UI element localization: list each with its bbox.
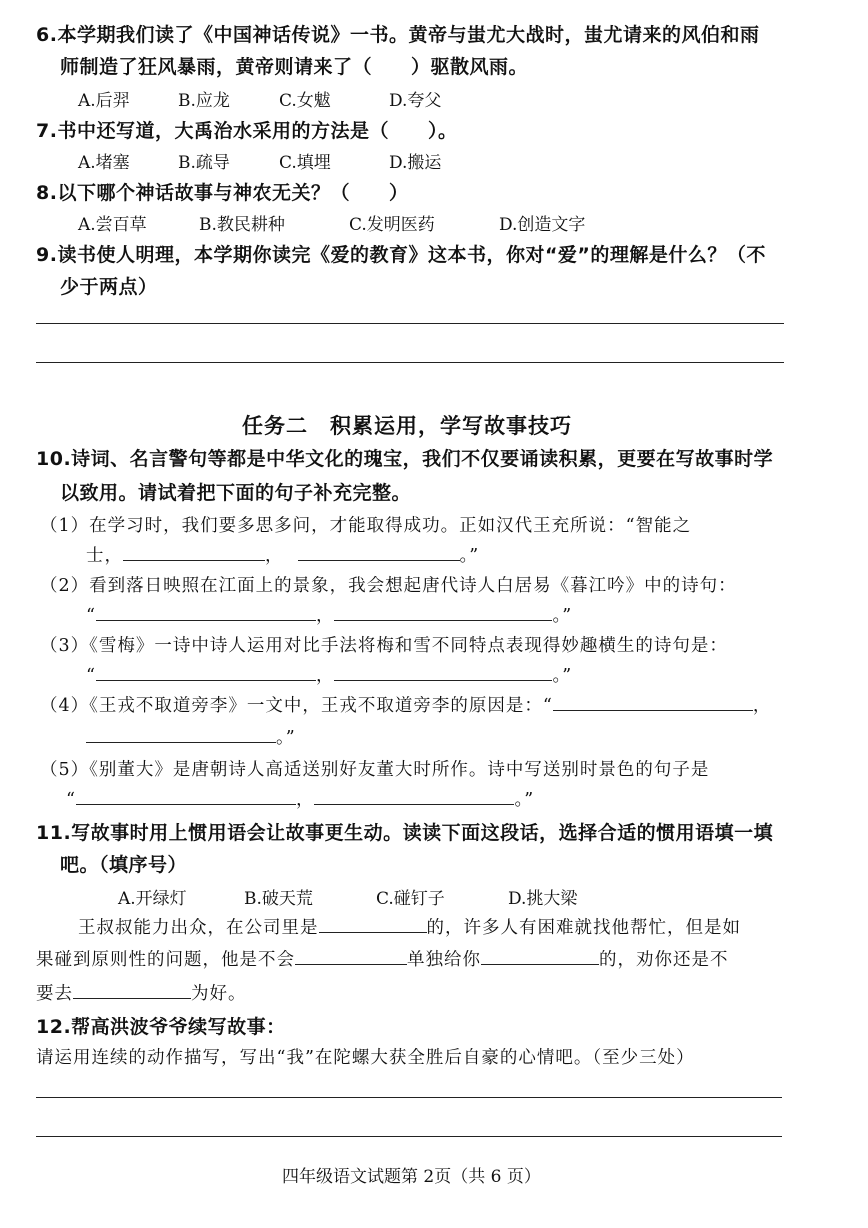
option-a: A.尝百草: [78, 215, 147, 235]
option-b: B.教民耕种: [199, 215, 285, 235]
answer-blank-3[interactable]: [96, 602, 316, 621]
option-d: D.挑大梁: [508, 889, 578, 909]
option-c: C.填埋: [279, 153, 331, 173]
section-2-heading: 任务二 积累运用，学写故事技巧: [242, 414, 572, 438]
q11-text-2: 的，许多人有困难就找他帮忙，但是如: [426, 918, 741, 938]
question-11-options: [118, 884, 577, 909]
q10-sub4-line-2: [86, 724, 296, 749]
option-d: D.搬运: [389, 153, 442, 173]
answer-blank-6[interactable]: [334, 662, 552, 681]
q11-text-7: 为好。: [191, 984, 247, 1004]
q10-sub2-line-2: [86, 602, 572, 627]
sub1-comma: ，: [265, 546, 284, 566]
option-b: B.应龙: [178, 91, 230, 111]
sub5-close: 。”: [514, 790, 535, 810]
sub1-prefix: 士，: [86, 546, 123, 566]
q10-sub4-line-1: [40, 692, 771, 717]
option-a: A.堵塞: [78, 153, 130, 173]
question-6-line-1: 6.本学期我们读了《中国神话传说》一书。黄帝与蚩尤大战时，蚩尤请来的风伯和雨: [36, 24, 760, 46]
answer-blank-12[interactable]: [295, 946, 407, 965]
answer-line-q9-2[interactable]: [36, 362, 784, 363]
q11-text-3: 果碰到原则性的问题，他是不会: [36, 950, 295, 970]
option-a: A.开绿灯: [118, 889, 187, 909]
answer-blank-11[interactable]: [319, 914, 427, 933]
option-c: C.碰钉子: [376, 889, 445, 909]
answer-blank-10[interactable]: [314, 786, 514, 805]
option-c: C.女魃: [279, 91, 331, 111]
question-6-line-2: 师制造了狂风暴雨，黄帝则请来了（ ）驱散风雨。: [60, 56, 529, 78]
sub4-close: 。”: [276, 728, 296, 748]
q11-text-6: 要去: [36, 984, 73, 1004]
sub3-close: 。”: [552, 666, 573, 686]
q11-paragraph-line-2: [36, 946, 729, 971]
answer-line-q12-2[interactable]: [36, 1136, 782, 1137]
question-8-options: [78, 210, 585, 235]
q11-text-4: 单独给你: [407, 950, 481, 970]
question-12-line-2: 请运用连续的动作描写，写出“我”在陀螺大获全胜后自豪的心情吧。（至少三处）: [36, 1048, 695, 1068]
q10-sub3-line-1: （3）《雪梅》一诗中诗人运用对比手法将梅和雪不同特点表现得妙趣横生的诗句是：: [40, 636, 728, 656]
q10-sub3-line-2: [86, 662, 572, 687]
answer-line-q12-1[interactable]: [36, 1097, 782, 1098]
sub1-close: 。”: [459, 546, 480, 566]
answer-blank-2[interactable]: [298, 542, 460, 561]
answer-blank-14[interactable]: [73, 980, 191, 999]
sub5-open: “: [66, 790, 76, 810]
sub3-comma: ，: [315, 666, 335, 686]
answer-blank-5[interactable]: [96, 662, 316, 681]
question-10-line-1: 10.诗词、名言警句等都是中华文化的瑰宝，我们不仅要诵读积累，更要在写故事时学: [36, 448, 774, 470]
sub2-comma: ，: [315, 606, 335, 626]
question-11-line-1: 11.写故事时用上惯用语会让故事更生动。读读下面这段话，选择合适的惯用语填一填: [36, 822, 774, 844]
option-d: D.夸父: [389, 91, 442, 111]
question-7-line-1: 7.书中还写道，大禹治水采用的方法是（ ）。: [36, 120, 458, 142]
question-6-options: [78, 86, 441, 111]
question-9-line-2: 少于两点）: [60, 276, 158, 298]
sub4-comma: ，: [752, 696, 772, 716]
answer-blank-4[interactable]: [334, 602, 552, 621]
q10-sub1-line-2: [86, 542, 479, 567]
q10-sub5-line-1: （5）《别董大》是唐朝诗人高适送别好友董大时所作。诗中写送别时景色的句子是: [40, 760, 710, 780]
answer-blank-1[interactable]: [123, 542, 265, 561]
sub4-text: （4）《王戎不取道旁李》一文中，王戎不取道旁李的原因是：“: [40, 696, 553, 716]
q10-sub2-line-1: （2）看到落日映照在江面上的景象，我会想起唐代诗人白居易《暮江吟》中的诗句：: [40, 576, 737, 596]
sub2-open: “: [86, 606, 96, 626]
option-a: A.后羿: [78, 91, 130, 111]
question-7-options: [78, 148, 441, 173]
sub5-comma: ，: [295, 790, 315, 810]
option-d: D.创造文字: [499, 215, 586, 235]
answer-blank-8[interactable]: [86, 724, 276, 743]
question-12-line-1: 12.帮高洪波爷爷续写故事：: [36, 1016, 286, 1038]
answer-line-q9-1[interactable]: [36, 323, 784, 324]
question-8-line-1: 8.以下哪个神话故事与神农无关？（ ）: [36, 182, 409, 204]
question-9-line-1: 9.读书使人明理，本学期你读完《爱的教育》这本书，你对“爱”的理解是什么？（不: [36, 244, 766, 266]
q11-text-1: 王叔叔能力出众，在公司里是: [78, 918, 319, 938]
q11-paragraph-line-3: [36, 980, 247, 1005]
q11-paragraph-line-1: [78, 914, 741, 939]
answer-blank-9[interactable]: [76, 786, 296, 805]
page-footer: 四年级语文试题第 2页（共 6 页）: [282, 1167, 541, 1187]
option-b: B.疏导: [178, 153, 230, 173]
q11-text-5: 的，劝你还是不: [599, 950, 729, 970]
sub2-close: 。”: [552, 606, 573, 626]
question-10-line-2: 以致用。请试着把下面的句子补充完整。: [60, 482, 412, 504]
question-11-line-2: 吧。（填序号）: [60, 854, 188, 876]
q10-sub1-line-1: （1）在学习时，我们要多思多问，才能取得成功。正如汉代王充所说：“智能之: [40, 516, 692, 536]
answer-blank-7[interactable]: [553, 692, 753, 711]
option-c: C.发明医药: [349, 215, 435, 235]
sub3-open: “: [86, 666, 96, 686]
answer-blank-13[interactable]: [481, 946, 599, 965]
option-b: B.破天荒: [244, 889, 313, 909]
q10-sub5-line-2: [66, 786, 534, 811]
